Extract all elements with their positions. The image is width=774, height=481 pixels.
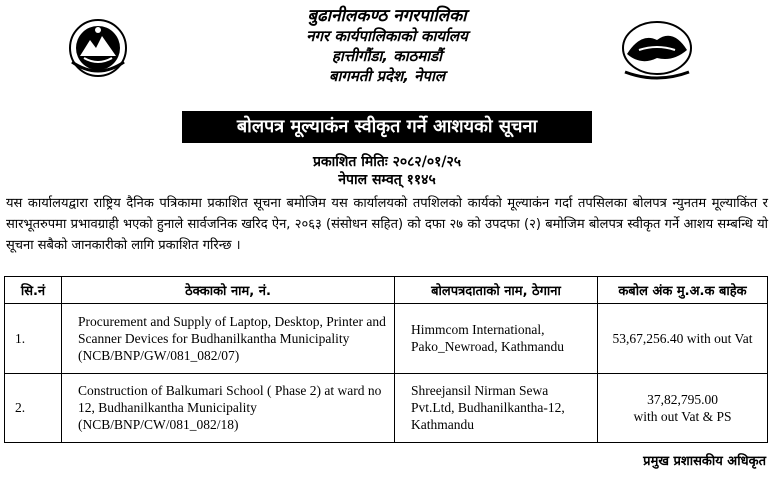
bid-table xyxy=(4,276,768,443)
amount-value: 53,67,256.40 with out Vat xyxy=(612,330,753,346)
municipality-name: बुढानीलकण्ठ नगरपालिका xyxy=(307,6,467,26)
notice-title-banner: बोलपत्र मूल्याकंन स्वीकृत गर्ने आशयको सूचना xyxy=(182,111,592,143)
nepal-era-date: नेपाल सम्वत् ११४५ xyxy=(338,172,436,188)
row-bidder: Himmcom International, Pako_Newroad, Kathmandu xyxy=(395,304,598,374)
col-header-amount: कबोल अंक मु.अ.क बाहेक xyxy=(598,277,768,304)
row-amount xyxy=(598,373,768,443)
row-work: Construction of Balkumari School ( Phase 2) at ward no 12, Budhanilkantha Municipality (NCB/BNP/CW/081_082/18) xyxy=(62,373,395,443)
published-date: प्रकाशित मितिः २०८२/०१/२५ xyxy=(312,154,462,170)
amount-value: 37,82,795.00 xyxy=(647,391,718,407)
table-row xyxy=(5,304,768,374)
office-header xyxy=(0,6,774,86)
col-header-sn: सि.नं xyxy=(5,277,62,304)
row-sn: 2. xyxy=(5,373,62,443)
publication-info xyxy=(0,153,774,189)
row-work: Procurement and Supply of Laptop, Desktop, Printer and Scanner Devices for Budhanilkantha Municipality (NCB/BNP/GW/081_082/07) xyxy=(62,304,395,374)
col-header-work: ठेक्काको नाम, नं. xyxy=(62,277,395,304)
amount-note: with out Vat & PS xyxy=(633,408,732,424)
office-address: हात्तीगौंडा, काठमाडौं xyxy=(331,47,443,65)
table-header-row xyxy=(5,277,768,304)
col-header-bidder: बोलपत्रदाताको नाम, ठेगाना xyxy=(395,277,598,304)
province-name: बागमती प्रदेश, नेपाल xyxy=(328,67,446,85)
signatory-title: प्रमुख प्रशासकीय अधिकृत xyxy=(643,454,766,469)
office-name: नगर कार्यपालिकाको कार्यालय xyxy=(306,27,468,45)
table-row xyxy=(5,373,768,443)
notice-body: यस कार्यालयद्वारा राष्ट्रिय दैनिक पत्रिकामा प्रकाशित सूचना बमोजिम यस कार्यालयको तपशिलको कार्यको मूल्याकंन गर्दा तपसिलका बोलपत्र न्युनतम मूल्याकिंत र सारभूतरुपमा प्रभावग्राही भएको हुनाले सार्वजनिक खरिद ऐन, २०६३ (संसोधन सहित) को दफा २७ को उपदफा (२) बमोजिम बोलपत्र स्वीकृत गर्ने आशय सम्बन्धि यो सूचना सबैको जानकारीको लागि प्रकाशित गरिन्छ । xyxy=(6,196,768,253)
row-bidder: Shreejansil Nirman Sewa Pvt.Ltd, Budhanilkantha-12, Kathmandu xyxy=(395,373,598,443)
row-amount xyxy=(598,304,768,374)
row-sn: 1. xyxy=(5,304,62,374)
